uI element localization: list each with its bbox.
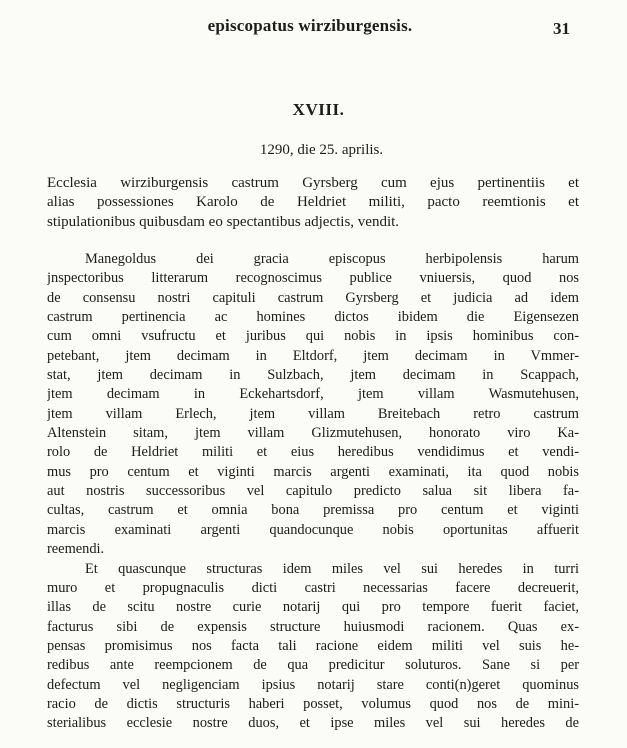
body-line: mus pro centum et viginti marcis argenti examinati, ita quod nobis: [47, 463, 579, 480]
body-line: illas de scitu nostre curie notarij qui pro tempore fuerit faciet,: [47, 599, 579, 616]
summary-line: alias possessiones Karolo de Heldriet militi, pacto reemtionis et: [47, 194, 579, 211]
body-line: castrum pertinencia ac homines dictos ibidem die Eigensezen: [47, 309, 579, 326]
body-line: redibus ante reempcionem de qua predicitur soluturos. Sane si per: [47, 657, 579, 674]
body-line: rolo de Heldriet militi et eius heredibus vendidimus et vendi-: [47, 444, 579, 461]
body-line: petebant, jtem decimam in Eltdorf, jtem decimam in Vmmer-: [47, 347, 579, 364]
body-line: defectum vel negligenciam ipsius notarij stare conti(n)geret quominus: [47, 676, 579, 693]
document-date: 1290, die 25. aprilis.: [259, 142, 384, 158]
body-line: marcis examinati argenti quandocunque nobis oportunitas affuerit: [47, 521, 579, 538]
body-line: jtem decimam in Eckehartsdorf, jtem villam Wasmutehusen,: [47, 386, 579, 403]
body-line: Altenstein sitam, jtem villam Glizmutehusen, honorato viro Ka-: [47, 425, 579, 442]
summary-line: stipulationibus quibusdam eo spectantibus adjectis, vendit.: [47, 213, 400, 230]
document-body: [47, 250, 579, 734]
body-line: facturus sibi de expensis structure huiusmodi racionem. Quas ex-: [47, 618, 579, 635]
body-line: cultas, castrum et omnia bona premissa pro centum et viginti: [47, 502, 579, 519]
body-line: sterialibus ecclesie nostre duos, et ipse miles vel sui heredes de: [47, 715, 579, 732]
body-line: de consensu nostri capituli castrum Gyrsberg et judicia ad idem: [47, 289, 579, 306]
page-number: 31: [553, 19, 570, 38]
body-line: muro et propugnaculis dicti castri necessarias facere decreuerit,: [47, 579, 579, 596]
body-line: racio de dictis structuris haberi posset, volumus quod nos de mini-: [47, 695, 579, 712]
body-line: aut nostris successoribus vel capitulo predicto salua sit libera fa-: [47, 483, 579, 500]
body-line: pensas promisimus nos facta tali racione eidem militi vel suis he-: [47, 637, 579, 654]
body-line: Et quascunque structuras idem miles vel sui heredes in turri: [85, 560, 579, 577]
running-title: episcopatus wirziburgensis.: [207, 16, 413, 35]
body-line: jnspectoribus litterarum recognoscimus publice vniuersis, quod nos: [47, 270, 579, 287]
body-line: cum omni vsufructu et juribus qui nobis in ipsis hominibus con-: [47, 328, 579, 345]
document-summary: [47, 174, 579, 232]
body-line: Manegoldus dei gracia episcopus herbipolensis harum: [85, 251, 579, 267]
summary-line: Ecclesia wirziburgensis castrum Gyrsberg cum ejus pertinentiis et: [47, 175, 579, 191]
body-line: jtem villam Erlech, jtem villam Breitebach retro castrum: [47, 405, 579, 422]
body-line: stat, jtem decimam in Sulzbach, jtem decimam in Scappach,: [47, 367, 579, 384]
document-number: XVIII.: [292, 100, 345, 119]
body-line: reemendi.: [47, 541, 105, 558]
